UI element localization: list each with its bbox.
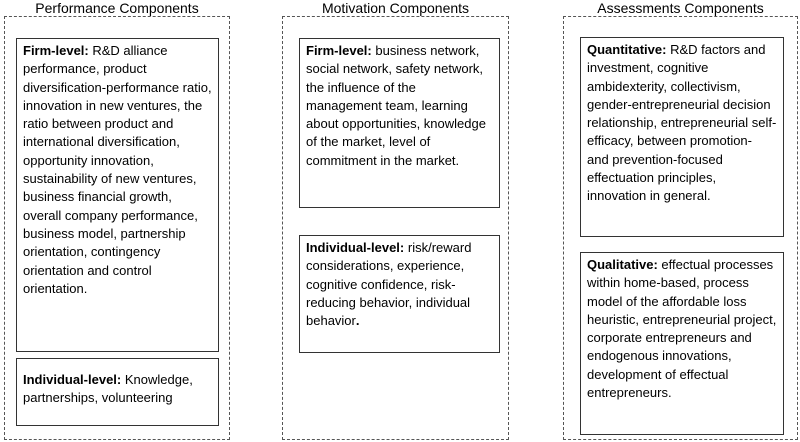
performance-individual-level-text: Knowledge, partnerships, volunteering bbox=[23, 372, 193, 406]
motivation-individual-level-end-mark: . bbox=[355, 313, 360, 329]
performance-firm-level-label: Firm-level: bbox=[23, 43, 89, 58]
performance-individual-level-box bbox=[16, 358, 219, 426]
performance-firm-level-text: R&D alliance performance, product diversification-performance ratio, innovation in new ventures, the ratio between product and international diversification, opportunity innovation, sustainability of new ventures, business financial growth, overall company performance, business model, partnership orientation, contingency orientation and control orientation. bbox=[23, 43, 212, 296]
assessments-quantitative-label: Quantitative: bbox=[587, 42, 667, 57]
motivation-title: Motivation Components bbox=[321, 0, 470, 16]
assessments-title: Assessments Components bbox=[597, 0, 764, 16]
motivation-individual-level-box bbox=[299, 235, 500, 353]
assessments-qualitative-text: effectual processes within home-based, process model of the affordable loss heuristic, entrepreneurial project, corporate entrepreneurs and endogenous innovations, development of effectual entrepreneurs. bbox=[587, 257, 777, 401]
assessments-quantitative-box bbox=[580, 37, 784, 237]
performance-individual-level-label: Individual-level: bbox=[23, 372, 122, 387]
motivation-firm-level-label: Firm-level: bbox=[306, 43, 372, 58]
motivation-firm-level-text: business network, social network, safety network, the influence of the management team, learning about opportunities, knowledge of the market, level of commitment in the market. bbox=[306, 43, 486, 168]
assessments-quantitative-text: R&D factors and investment, cognitive ambidexterity, collectivism, gender-entrepreneurial decision relationship, entrepreneurial self-efficacy, between promotion- and prevention-focused effectuation principles, innovation in general. bbox=[587, 42, 777, 204]
assessments-qualitative-label: Qualitative: bbox=[587, 257, 658, 272]
motivation-firm-level-box bbox=[299, 38, 500, 208]
motivation-individual-level-label: Individual-level: bbox=[306, 240, 405, 255]
motivation-individual-level-text: risk/reward considerations, experience, cognitive confidence, risk-reducing behavior, individual behavior bbox=[306, 240, 472, 329]
assessments-qualitative-box bbox=[580, 252, 784, 435]
performance-title: Performance Components bbox=[35, 0, 199, 16]
performance-firm-level-box bbox=[16, 38, 219, 352]
